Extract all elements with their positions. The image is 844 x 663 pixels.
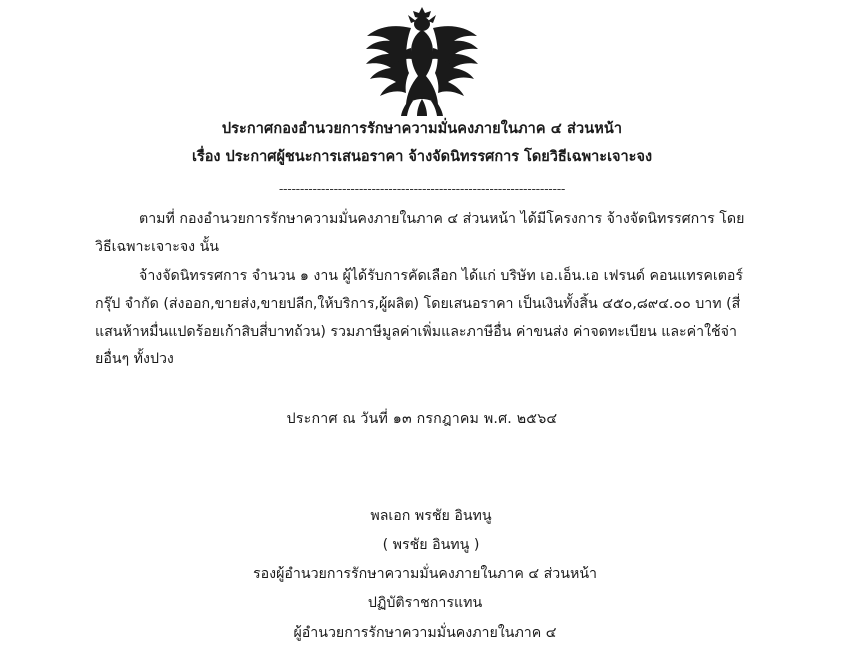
signatory-rank-name: พลเอก พรชัย อินทนู: [370, 508, 492, 525]
signature-block: [0, 502, 844, 648]
signatory-position-line-2: ปฏิบัติราชการแทน: [367, 595, 483, 612]
signatory-position-line-1: รองผู้อำนวยการรักษาความมั่นคงภายในภาค ๔ ส่วนหน้า: [253, 566, 597, 583]
signatory-name-parentheses: ( พรชัย อินทนู ): [382, 537, 480, 554]
paragraph-background: ตามที่ กองอำนวยการรักษาความมั่นคงภายในภาค ๔ ส่วนหน้า ได้มีโครงการ จ้างจัดนิทรรศการ โดยวิธีเฉพาะเจาะจง นั้น: [95, 210, 745, 255]
page-subtitle: เรื่อง ประกาศผู้ชนะการเสนอราคา จ้างจัดนิทรรศการ โดยวิธีเฉพาะเจาะจง: [191, 149, 653, 166]
title-block: [0, 118, 844, 196]
body-content: [95, 206, 749, 374]
emblem-container: [0, 0, 844, 118]
garuda-emblem-icon: [361, 4, 483, 118]
paragraph-award: จ้างจัดนิทรรศการ จำนวน ๑ งาน ผู้ได้รับการคัดเลือก ได้แก่ บริษัท เอ.เอ็น.เอ เฟรนด์ คอนแทรคเตอร์ กรุ๊ป จำกัด (ส่งออก,ขายส่ง,ขายปลีก,ให้บริการ,ผู้ผลิต) โดยเสนอราคา เป็นเงินทั้งสิ้น ๔๕๐,๘๙๔.๐๐ บาท (สี่แสนห้าหมื่นแปดร้อยเก้าสิบสี่บาทถ้วน) รวมภาษีมูลค่าเพิ่มและภาษีอื่น ค่าขนส่ง ค่าจดทะเบียน และค่าใช้จ่ายอื่นๆ ทั้งปวง: [95, 268, 744, 368]
divider: --------------------------------------------------------------------: [278, 180, 566, 196]
announcement-date: ประกาศ ณ วันที่ ๑๓ กรกฎาคม พ.ศ. ๒๕๖๔: [286, 411, 558, 428]
page-title: ประกาศกองอำนวยการรักษาความมั่นคงภายในภาค ๔ ส่วนหน้า: [221, 121, 623, 137]
signatory-position-line-3: ผู้อำนวยการรักษาความมั่นคงภายในภาค ๔: [293, 624, 557, 641]
